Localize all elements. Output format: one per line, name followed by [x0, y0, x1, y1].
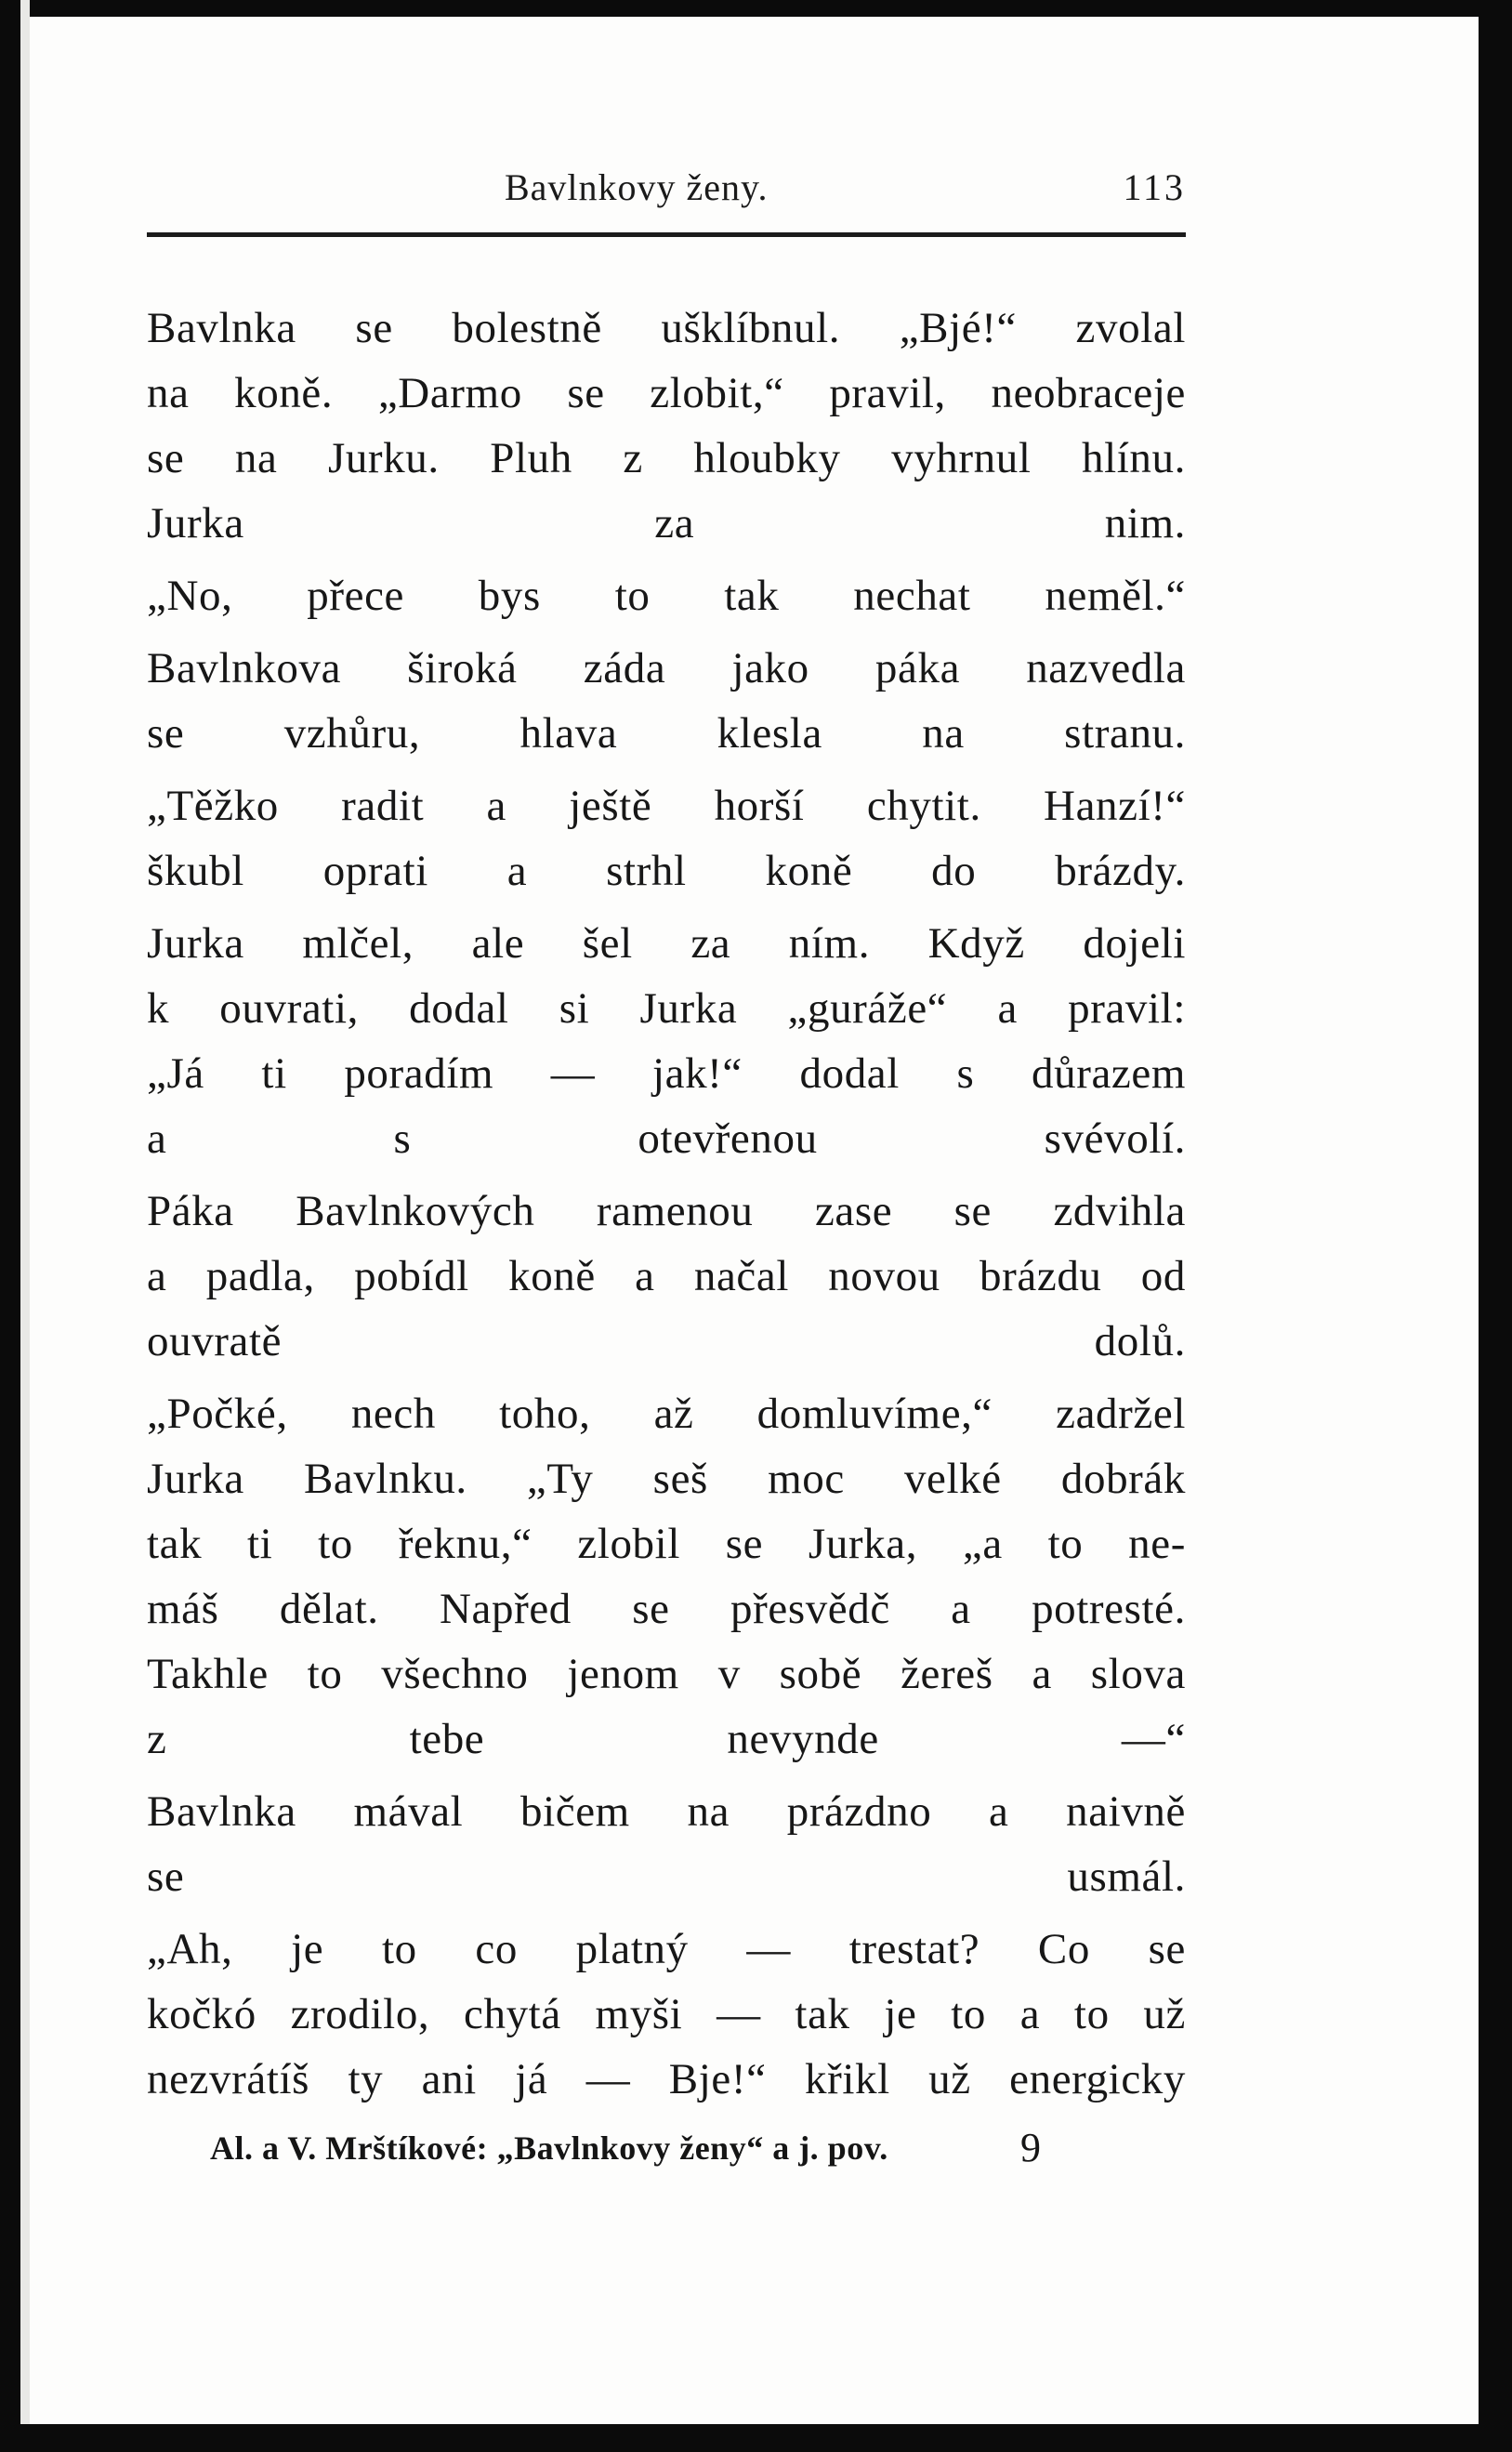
paragraph: Jurka mlčel, ale šel za ním. Když dojeli k ouvrati, dodal si Jurka „guráže“ a pravil: „Já ti poradím — jak!“ dodal s důrazem a s otevřenou svévolí. — [147, 919, 1186, 1163]
scan-border-bottom — [0, 2424, 1512, 2452]
page-edge-left — [20, 0, 30, 2452]
signature-line: Al. a V. Mrštíkové: „Bavlnkovy ženy“ a j. pov. — [210, 2129, 888, 2167]
paragraph: „No, přece bys to tak nechat neměl.“ — [147, 572, 1186, 620]
paragraph: Bavlnka mával bičem na prázdno a naivně se usmál. — [147, 1787, 1186, 1901]
paragraph: „Počké, nech toho, až domluvíme,“ zadržel Jurka Bavlnku. „Ty seš moc velké dobrák tak ti to řeknu,“ zlobil se Jurka, „a to ne- máš dělat. Napřed se přesvědč a potresté. Takhle to všechno jenom v sobě žereš a slova z tebe nevynde —“ — [147, 1390, 1186, 1763]
header-rule — [147, 232, 1186, 237]
paragraph: Páka Bavlnkových ramenou zase se zdvihla a padla, pobídl koně a načal novou brázdu od ouvratě dolů. — [147, 1187, 1186, 1365]
running-head: Bavlnkovy ženy. — [505, 166, 769, 208]
page-header — [147, 160, 1186, 214]
scan-border-top — [0, 0, 1512, 17]
paragraph: „Těžko radit a ještě horší chytit. Hanzí!“ škubl oprati a strhl koně do brázdy. — [147, 782, 1186, 895]
body-text — [147, 296, 1186, 2112]
signature-mark: 9 — [1020, 2125, 1041, 2170]
paragraph: „Ah, je to co platný — trestat? Co se kočkó zrodilo, chytá myši — tak je to a to už nezvrátíš ty ani já — Bje!“ křikl už energicky — [147, 1925, 1186, 2103]
paragraph: Bavlnkova široká záda jako páka nazvedla se vzhůru, hlava klesla na stranu. — [147, 644, 1186, 758]
page-number: 113 — [1123, 166, 1186, 208]
paragraph: Bavlnka se bolestně ušklíbnul. „Bjé!“ zvolal na koně. „Darmo se zlobit,“ pravil, neobraceje se na Jurku. Pluh z hloubky vyhrnul hlínu. Jurka za nim. — [147, 304, 1186, 547]
scan-border-right — [1479, 0, 1512, 2452]
scan-border-left — [0, 0, 20, 2452]
